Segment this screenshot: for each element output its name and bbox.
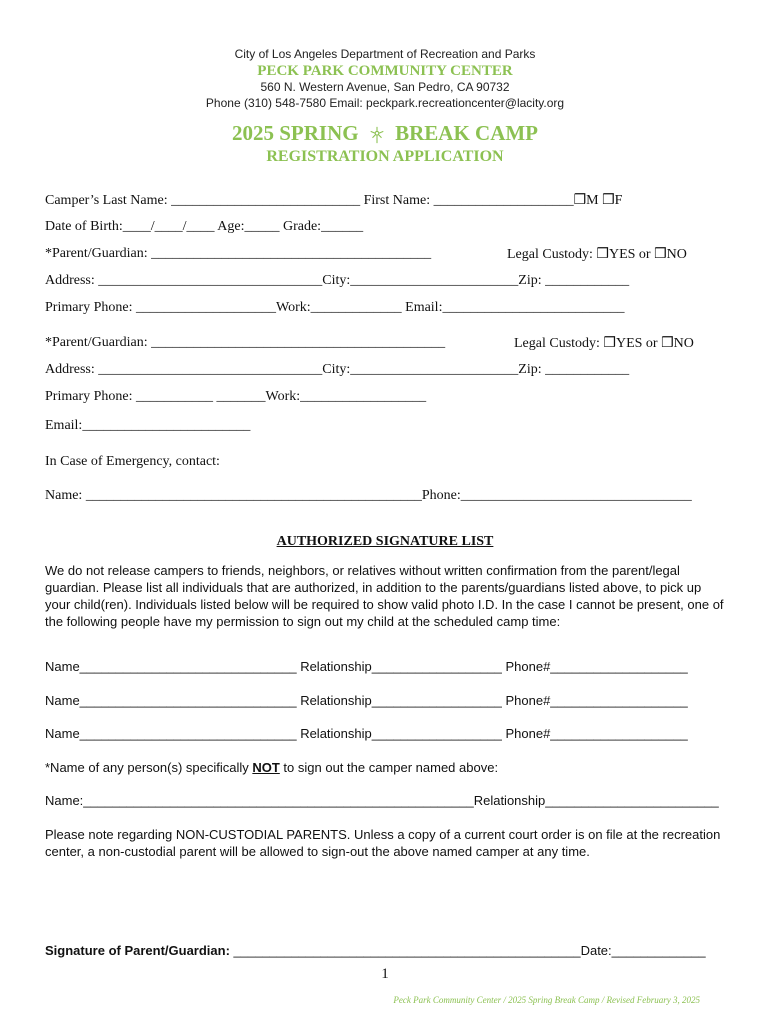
signature-row[interactable] xyxy=(45,943,706,958)
page-title xyxy=(0,121,770,146)
flower-icon xyxy=(368,126,386,144)
emergency-contact-row[interactable]: Name: ________________________________________________Phone:_________________________________ xyxy=(45,488,692,503)
center-name: PECK PARK COMMUNITY CENTER xyxy=(257,63,513,79)
title-right: BREAK CAMP xyxy=(395,121,539,145)
authorized-paragraph: We do not release campers to friends, neighbors, or relatives without written confirmation from the parent/legal guardian. Please list all individuals that are authorized, in addition to the parents/guardians listed above, to pick up your child(ren). Individuals listed below will be required to show valid photo I.D. In the case I cannot be present, one of the following people have my permission to sign out my child at the scheduled camp time: xyxy=(45,563,724,629)
authorized-row-1[interactable]: Name______________________________ Relationship__________________ Phone#___________________ xyxy=(45,659,688,674)
guardian1-name-row[interactable]: *Parent/Guardian: ________________________________________ xyxy=(45,246,432,261)
not-word: NOT xyxy=(252,760,280,775)
page-subtitle: REGISTRATION APPLICATION xyxy=(266,148,504,165)
guardian2-phone-row[interactable]: Primary Phone: ___________ _______Work:__________________ xyxy=(45,389,427,404)
title-left: 2025 SPRING xyxy=(231,121,359,145)
department-name: City of Los Angeles Department of Recreation and Parks xyxy=(234,47,536,61)
not-suffix: to sign out the camper named above: xyxy=(279,760,499,775)
page-number: 1 xyxy=(381,966,389,982)
page-footer: Peck Park Community Center / 2025 Spring Break Camp / Revised February 3, 2025 xyxy=(393,995,700,1005)
not-authorized-label xyxy=(45,760,498,775)
guardian2-custody[interactable]: Legal Custody: ❒YES or ❒NO xyxy=(514,336,694,351)
guardian1-address-row[interactable]: Address: ________________________________City:________________________Zip: ____________ xyxy=(45,273,630,288)
signature-line[interactable]: ________________________________________________Date:_____________ xyxy=(229,943,706,958)
authorized-row-3[interactable]: Name______________________________ Relationship__________________ Phone#___________________ xyxy=(45,726,688,741)
signature-label: Signature of Parent/Guardian: xyxy=(45,943,230,958)
camper-name-row[interactable]: Camper’s Last Name: ___________________________ First Name: ____________________❒M ❒F xyxy=(45,193,623,208)
emergency-heading: In Case of Emergency, contact: xyxy=(45,454,220,469)
guardian2-name-row[interactable]: *Parent/Guardian: __________________________________________ xyxy=(45,335,446,350)
not-prefix: *Name of any person(s) specifically xyxy=(45,760,253,775)
not-authorized-row[interactable]: Name:______________________________________________________Relationship________________________ xyxy=(45,793,719,808)
guardian2-address-row[interactable]: Address: ________________________________City:________________________Zip: ____________ xyxy=(45,362,630,377)
non-custodial-note: Please note regarding NON-CUSTODIAL PARENTS. Unless a copy of a current court order is on file at the recreation center, a non-custodial parent will be allowed to sign-out the above named camper at any time. xyxy=(45,827,721,859)
authorized-heading: AUTHORIZED SIGNATURE LIST xyxy=(276,534,494,549)
birth-age-grade-row[interactable]: Date of Birth:____/____/____ Age:_____ Grade:______ xyxy=(45,219,364,234)
guardian1-custody[interactable]: Legal Custody: ❒YES or ❒NO xyxy=(507,247,687,262)
guardian2-email-row[interactable]: Email:________________________ xyxy=(45,418,251,433)
authorized-row-2[interactable]: Name______________________________ Relationship__________________ Phone#___________________ xyxy=(45,693,688,708)
center-contact: Phone (310) 548-7580 Email: peckpark.recreationcenter@lacity.org xyxy=(205,96,565,110)
center-address: 560 N. Western Avenue, San Pedro, CA 90732 xyxy=(260,80,510,94)
guardian1-phone-row[interactable]: Primary Phone: ____________________Work:_____________ Email:__________________________ xyxy=(45,300,625,315)
